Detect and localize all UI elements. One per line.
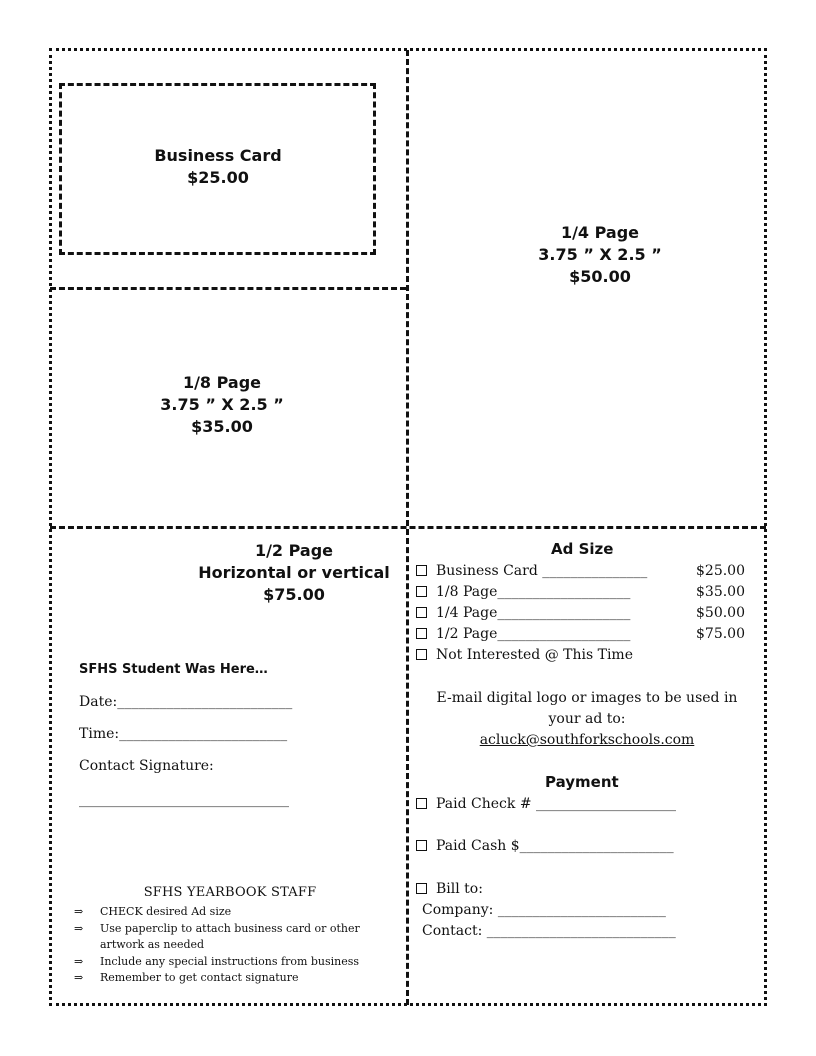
- eighth-page-title: 1/8 Page: [182, 373, 262, 392]
- contact-signature-label: Contact Signature:: [79, 758, 214, 774]
- ad-option-business-card[interactable]: Business Card _______________ $25.00: [416, 563, 647, 579]
- paid-cash-row[interactable]: Paid Cash $______________________: [416, 838, 674, 854]
- checkbox-icon[interactable]: [416, 565, 427, 576]
- ad-option-price: $50.00: [696, 605, 745, 621]
- contact-field[interactable]: Contact: ___________________________: [422, 923, 676, 939]
- date-field[interactable]: Date:_________________________: [79, 694, 293, 710]
- ad-option-price: $25.00: [696, 563, 745, 579]
- horizontal-cut-line-middle: [50, 526, 766, 529]
- company-field[interactable]: Company: ________________________: [422, 902, 666, 918]
- half-page-orientation: Horizontal or vertical: [198, 563, 390, 582]
- ad-option-not-interested[interactable]: Not Interested @ This Time: [416, 647, 633, 663]
- checkbox-icon[interactable]: [416, 586, 427, 597]
- eighth-page-dims: 3.75 ” X 2.5 ”: [160, 395, 284, 414]
- quarter-page-title: 1/4 Page: [560, 223, 640, 242]
- arrow-icon: ⇒: [74, 905, 84, 918]
- checkbox-icon[interactable]: [416, 883, 427, 894]
- checkbox-icon[interactable]: [416, 628, 427, 639]
- arrow-icon: ⇒: [74, 954, 84, 968]
- business-card-title: Business Card: [154, 146, 282, 165]
- arrow-icon: ⇒: [74, 921, 84, 935]
- horizontal-cut-line-upper: [50, 287, 406, 290]
- checkbox-icon[interactable]: [416, 840, 427, 851]
- ad-option-eighth-page[interactable]: 1/8 Page___________________ $35.00: [416, 584, 630, 600]
- paid-check-row[interactable]: Paid Check # ____________________: [416, 796, 676, 812]
- ad-option-quarter-page[interactable]: 1/4 Page___________________ $50.00: [416, 605, 630, 621]
- bill-to-row[interactable]: Bill to:: [416, 881, 483, 897]
- time-field[interactable]: Time:________________________: [79, 726, 288, 742]
- ad-size-title: Ad Size: [551, 540, 614, 558]
- business-card-label: [118, 145, 318, 189]
- ad-option-price: $35.00: [696, 584, 745, 600]
- half-page-price: $75.00: [263, 585, 325, 604]
- half-page-title: 1/2 Page: [254, 541, 334, 560]
- quarter-page-price: $50.00: [569, 267, 631, 286]
- eighth-page-price: $35.00: [191, 417, 253, 436]
- checkbox-icon[interactable]: [416, 798, 427, 809]
- half-page-label: [184, 540, 404, 606]
- business-card-price: $25.00: [187, 168, 249, 187]
- quarter-page-dims: 3.75 ” X 2.5 ”: [538, 245, 662, 264]
- staff-instructions: [74, 904, 384, 987]
- student-section-title: SFHS Student Was Here…: [79, 662, 268, 677]
- email-note: E-mail digital logo or images to be used in your ad to: acluck@southforkschools.com: [436, 690, 738, 748]
- instruction-item: ⇒ CHECK desired Ad size: [74, 904, 384, 921]
- eighth-page-label: [122, 372, 322, 438]
- signature-field[interactable]: ______________________________: [79, 792, 289, 808]
- checkbox-icon[interactable]: [416, 607, 427, 618]
- arrow-icon: ⇒: [74, 971, 84, 984]
- ad-option-price: $75.00: [696, 626, 745, 642]
- payment-title: Payment: [545, 773, 619, 791]
- instruction-item: ⇒ Include any special instructions from business: [74, 954, 384, 971]
- instruction-item: ⇒ Remember to get contact signature: [74, 970, 384, 987]
- email-link[interactable]: acluck@southforkschools.com: [479, 732, 695, 748]
- quarter-page-label: [500, 222, 700, 288]
- checkbox-icon[interactable]: [416, 649, 427, 660]
- staff-title: SFHS YEARBOOK STAFF: [143, 885, 317, 900]
- ad-option-half-page[interactable]: 1/2 Page___________________ $75.00: [416, 626, 630, 642]
- instruction-item: ⇒ Use paperclip to attach business card or other artwork as needed: [74, 921, 384, 954]
